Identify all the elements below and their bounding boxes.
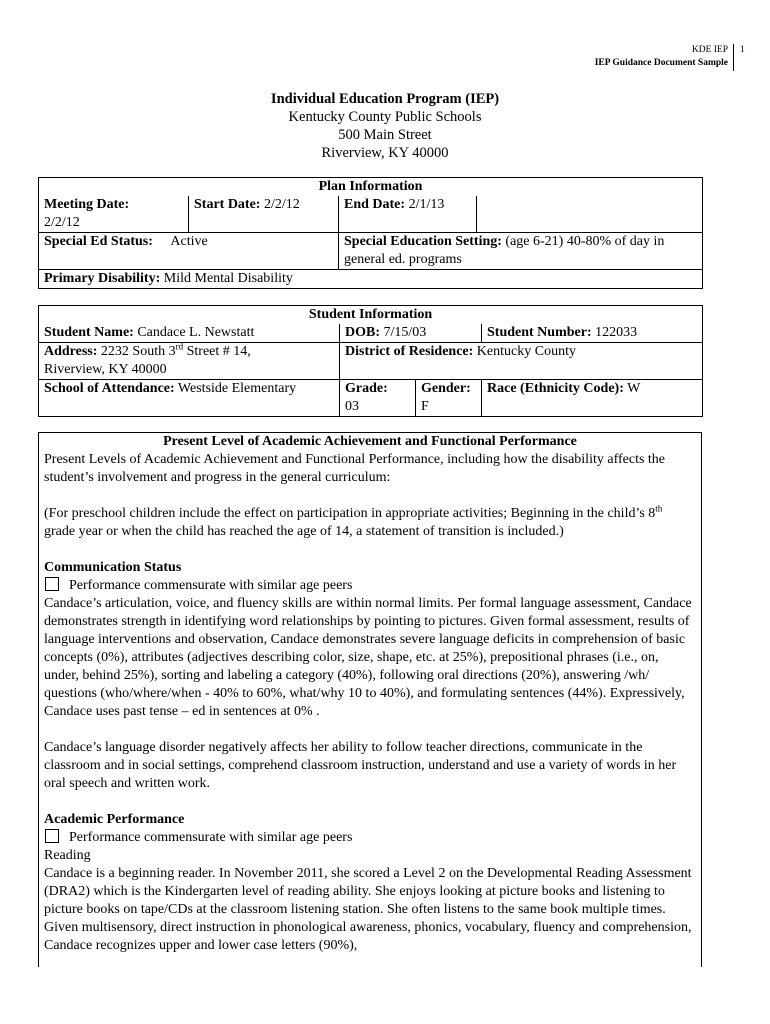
academic-performance-heading: Academic Performance: [44, 812, 185, 827]
residence-cell: [340, 343, 703, 380]
grade-label: Grade:: [345, 381, 388, 396]
address-text: 2232 South 3: [100, 344, 176, 359]
address-ordinal: rd: [175, 341, 184, 352]
student-name-label: Student Name:: [44, 325, 134, 340]
end-date-value: 2/1/13: [408, 197, 445, 212]
dob-value: 7/15/03: [383, 325, 427, 340]
academic-checkbox-label: Performance commensurate with similar age peers: [69, 830, 353, 845]
school-cell: [39, 380, 340, 417]
student-information-heading: Student Information: [39, 306, 703, 325]
student-number-cell: [482, 324, 703, 343]
communication-status-heading: Communication Status: [44, 560, 182, 575]
present-level-heading: Present Level of Academic Achievement and Functional Performance: [163, 434, 577, 449]
district-street: 500 Main Street: [338, 127, 432, 143]
plan-information-table: [38, 177, 703, 289]
plan-information-heading: Plan Information: [39, 178, 703, 197]
gender-value: F: [421, 399, 429, 414]
residence-value: Kentucky County: [476, 344, 576, 359]
header-line1: KDE IEP: [691, 45, 728, 55]
address-line2: Riverview, KY 40000: [44, 362, 167, 377]
primary-disability-cell: [39, 270, 703, 289]
empty-cell: [477, 196, 703, 233]
student-information-table: [38, 305, 703, 417]
student-number-value: 122033: [595, 325, 638, 340]
primary-disability-value: Mild Mental Disability: [163, 271, 293, 286]
dob-label: DOB:: [345, 325, 380, 340]
race-label: Race (Ethnicity Code):: [487, 381, 624, 396]
end-date-label: End Date:: [344, 197, 406, 212]
reading-paragraph: Candace is a beginning reader. In November 2011, she scored a Level 2 on the Developmental Reading Assessment (DRA2) which is the Kindergarten level of reading ability. She enjoys looking at picture books and listening to picture books on tape/CDs at the classroom listening station. She often listens to the same book multiple times. Given multisensory, direct instruction in phonological awareness, phonics, vocabulary, fluency and comprehension, Candace recognizes upper and lower case letters (90%),: [44, 866, 692, 953]
page-number: 1: [733, 44, 745, 71]
primary-disability-label: Primary Disability:: [44, 271, 161, 286]
student-name-cell: [39, 324, 340, 343]
special-ed-status-value: Active: [170, 234, 208, 249]
address-label: Address:: [44, 344, 98, 359]
race-value: W: [627, 381, 641, 396]
start-date-label: Start Date:: [194, 197, 261, 212]
school-value: Westside Elementary: [177, 381, 297, 396]
special-ed-setting-cell: [339, 233, 703, 270]
communication-checkbox[interactable]: [45, 577, 59, 591]
grade-cell: [340, 380, 416, 417]
special-ed-status-cell: [39, 233, 339, 270]
meeting-date-label: Meeting Date:: [44, 197, 130, 212]
communication-paragraph-1: Candace’s articulation, voice, and fluency skills are within normal limits. Per formal language assessment, Candace demonstrates strength in identifying word relationships by pointing to pictures. Given formal assessment, results of language interventions and observation, Candace demonstrates severe language deficits in comprehension of basic concepts (0%), attributes (adjectives describing color, size, shape, etc. at 25%), prepositional phrases (i.e., on, under, behind 25%), sorting and labeling a category (40%), following oral directions (20%), answering /wh/ questions (who/where/when - 40% to 60%, what/why 10 to 40%), and formulating sentences (44%). Expressively, Candace uses past tense – ed in sentences at 0% .: [44, 596, 692, 719]
note-text-end: grade year or when the child has reached the age of 14, a statement of transition is included.): [44, 524, 564, 539]
address-line1: [100, 341, 251, 359]
meeting-date-value: 2/2/12: [44, 215, 80, 230]
document-title-block: [0, 90, 770, 162]
present-level-note: [44, 505, 696, 541]
race-cell: [482, 380, 703, 417]
district-name: Kentucky County Public Schools: [288, 109, 482, 125]
grade-value: 03: [345, 399, 359, 414]
student-number-label: Student Number:: [487, 325, 592, 340]
academic-checkbox-row: [44, 829, 696, 847]
student-name-value: Candace L. Newstatt: [137, 325, 255, 340]
residence-label: District of Residence:: [345, 344, 474, 359]
present-level-intro: Present Levels of Academic Achievement and Functional Performance, including how the disability affects the student’s involvement and progress in the general curriculum:: [44, 452, 666, 485]
communication-paragraph-2: Candace’s language disorder negatively affects her ability to follow teacher directions, communicate in the classroom and in social settings, comprehend classroom instruction, understand and use a variety of words in her oral speech and written work.: [44, 740, 677, 791]
address-text-end: Street # 14,: [183, 344, 251, 359]
special-ed-setting-value: (age 6-21) 40-80% of day in general ed. programs: [344, 234, 665, 267]
start-date-cell: [189, 196, 339, 233]
communication-checkbox-label: Performance commensurate with similar age peers: [69, 578, 353, 593]
gender-cell: [416, 380, 482, 417]
header-line2: IEP Guidance Document Sample: [594, 58, 728, 68]
special-ed-status-label: Special Ed Status:: [44, 234, 153, 249]
note-text: (For preschool children include the effect on participation in appropriate activities; Beginning in the child’s 8: [44, 506, 656, 521]
document-title: Individual Education Program (IEP): [270, 91, 500, 107]
address-cell: [39, 343, 340, 380]
special-ed-setting-label: Special Education Setting:: [344, 234, 502, 249]
district-city: Riverview, KY 40000: [321, 145, 449, 161]
communication-checkbox-row: [44, 577, 696, 595]
present-level-section: [38, 432, 702, 967]
start-date-value: 2/2/12: [263, 197, 300, 212]
document-header: [595, 44, 728, 70]
school-label: School of Attendance:: [44, 381, 175, 396]
dob-cell: [340, 324, 482, 343]
note-ordinal: th: [655, 503, 663, 514]
reading-label: Reading: [44, 848, 91, 863]
meeting-date-cell: [39, 196, 189, 233]
academic-checkbox[interactable]: [45, 829, 59, 843]
end-date-cell: [339, 196, 477, 233]
gender-label: Gender:: [421, 381, 471, 396]
